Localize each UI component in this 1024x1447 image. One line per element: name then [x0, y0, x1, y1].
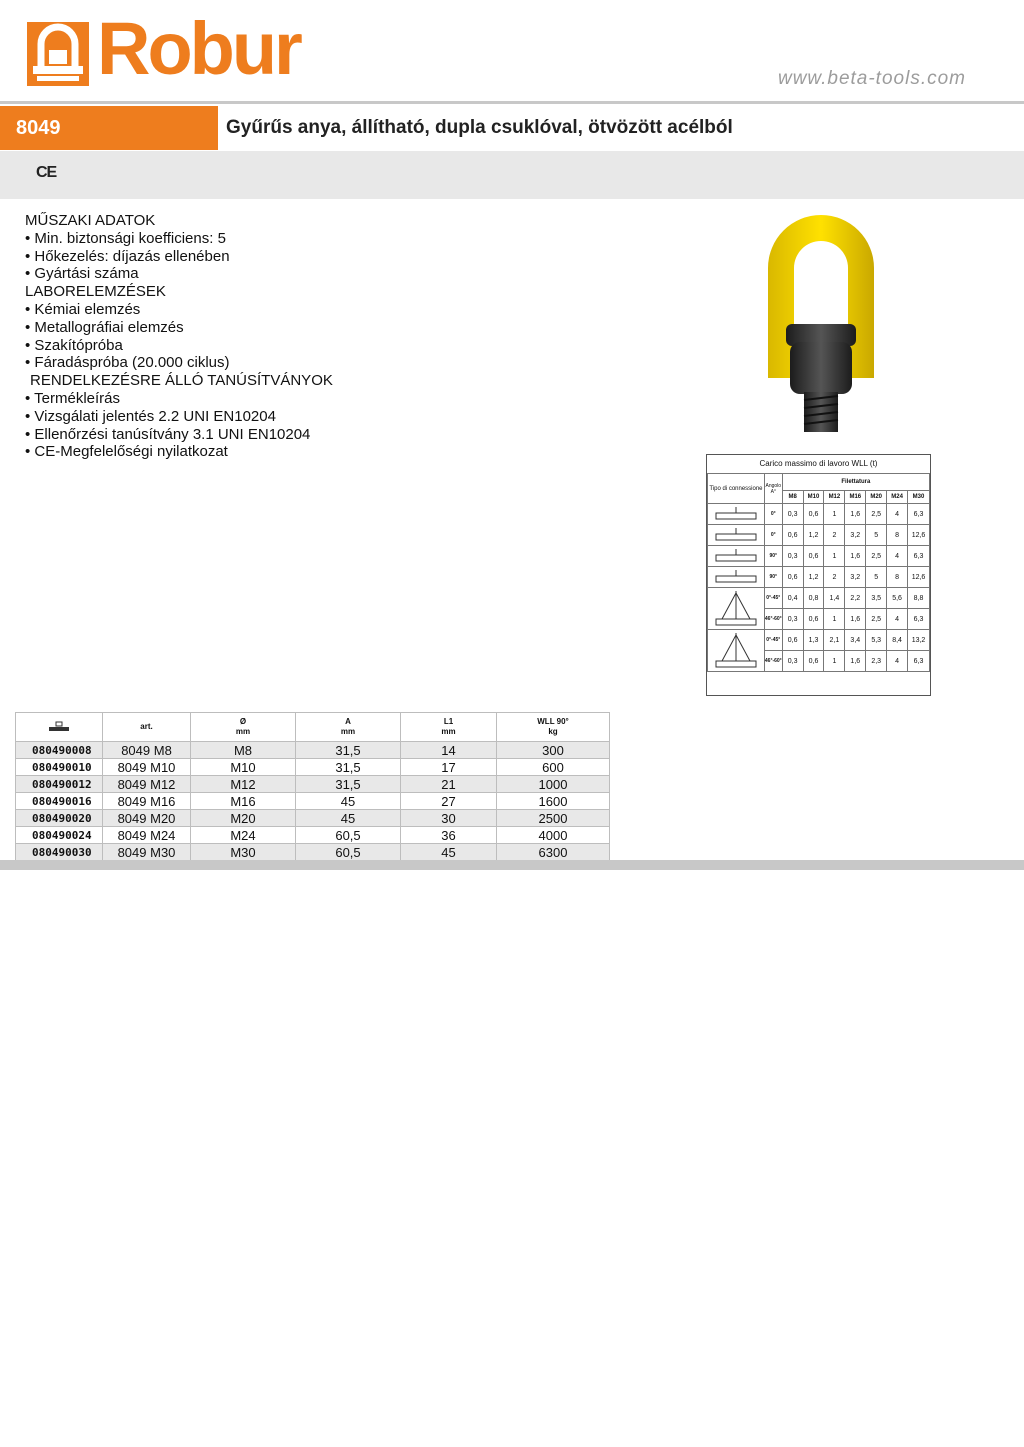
- header-divider: [0, 101, 1024, 104]
- table-cell: 8049 M30: [103, 844, 191, 861]
- single-vertical-connection-icon: [708, 504, 765, 525]
- wll-value: 0,6: [782, 567, 803, 588]
- table-cell: 14: [401, 742, 497, 759]
- wll-angle: 0°-45°: [764, 588, 782, 609]
- table-cell: M12: [191, 776, 296, 793]
- table-cell: 45: [296, 793, 401, 810]
- table-cell: 8049 M12: [103, 776, 191, 793]
- wll-row: [708, 630, 930, 651]
- wll-value: 2,3: [866, 651, 887, 672]
- wll-row: [708, 588, 930, 609]
- article-code-cell: 080490024: [16, 827, 103, 844]
- spec-line: MŰSZAKI ADATOK: [25, 212, 156, 229]
- table-cell: 8049 M16: [103, 793, 191, 810]
- wll-row: [708, 567, 930, 588]
- website-link[interactable]: www.beta-tools.com: [777, 68, 966, 89]
- table-cell: M8: [191, 742, 296, 759]
- certification-band: [0, 151, 1024, 199]
- article-code-cell: 080490016: [16, 793, 103, 810]
- spec-line: LABORELEMZÉSEK: [25, 283, 166, 301]
- robur-logo: [27, 7, 337, 90]
- double-vertical-connection-icon: [708, 525, 765, 546]
- wll-value: 6,3: [908, 546, 930, 567]
- wll-value: 8: [887, 567, 908, 588]
- spec-line: • Min. biztonsági koefficiens: 5: [25, 229, 226, 247]
- wll-value: 1,6: [845, 651, 866, 672]
- wll-value: 1,6: [845, 546, 866, 567]
- table-cell: 6300: [497, 844, 610, 861]
- product-code: 8049: [0, 106, 218, 150]
- wll-value: 1,4: [824, 588, 845, 609]
- wll-value: 12,6: [908, 525, 930, 546]
- four-leg-connection-icon: [708, 630, 765, 672]
- wll-column-header: WLL 90° kg: [497, 713, 610, 742]
- wll-value: 1,6: [845, 504, 866, 525]
- wll-value: 1,3: [803, 630, 824, 651]
- title-bar: [0, 106, 1024, 151]
- diameter-column-header: Ø mm: [191, 713, 296, 742]
- spec-line: • Metallográfiai elemzés: [25, 318, 184, 336]
- table-cell: M10: [191, 759, 296, 776]
- wll-value: 1: [824, 504, 845, 525]
- footer-divider: [0, 860, 1024, 870]
- table-cell: 45: [401, 844, 497, 861]
- robur-logo-mark: [27, 22, 89, 86]
- wll-value: 1: [824, 609, 845, 630]
- table-row: [16, 759, 610, 776]
- wll-value: 2,2: [845, 588, 866, 609]
- spec-line: • CE-Megfelelőségi nyilatkozat: [25, 443, 228, 461]
- wll-angle: 0°: [764, 504, 782, 525]
- l1-column-header: L1 mm: [401, 713, 497, 742]
- table-row: [16, 742, 610, 759]
- wll-row: [708, 525, 930, 546]
- table-cell: M24: [191, 827, 296, 844]
- spec-line: • Termékleírás: [25, 389, 121, 407]
- wll-value: 4: [887, 609, 908, 630]
- table-cell: 36: [401, 827, 497, 844]
- angle-header: Angolo A°: [764, 474, 782, 504]
- two-leg-connection-icon: [708, 588, 765, 630]
- spec-line: • Hőkezelés: díjazás ellenében: [25, 247, 230, 265]
- table-row: [16, 793, 610, 810]
- conn-type-header: Tipo di connessione: [708, 474, 765, 504]
- table-cell: 45: [296, 810, 401, 827]
- wll-value: 3,4: [845, 630, 866, 651]
- wll-value: 4: [887, 504, 908, 525]
- article-code-cell: 080490020: [16, 810, 103, 827]
- wll-value: 1,6: [845, 609, 866, 630]
- wll-value: 4: [887, 546, 908, 567]
- wll-value: 0,3: [782, 504, 803, 525]
- wll-value: 12,6: [908, 567, 930, 588]
- article-code-cell: 080490008: [16, 742, 103, 759]
- wll-angle: 46°-60°: [764, 609, 782, 630]
- wll-value: 5,6: [887, 588, 908, 609]
- wll-angle: 0°-45°: [764, 630, 782, 651]
- wll-angle: 90°: [764, 567, 782, 588]
- table-cell: 600: [497, 759, 610, 776]
- article-code-cell: 080490030: [16, 844, 103, 861]
- wll-angle: 90°: [764, 546, 782, 567]
- table-cell: 31,5: [296, 759, 401, 776]
- wll-value: 0,6: [803, 651, 824, 672]
- thread-col: M12: [824, 491, 845, 504]
- thread-col: M8: [782, 491, 803, 504]
- wll-value: 1,2: [803, 567, 824, 588]
- table-row: [16, 810, 610, 827]
- wll-value: 8,4: [887, 630, 908, 651]
- wll-value: 5: [866, 567, 887, 588]
- wll-angle: 46°-60°: [764, 651, 782, 672]
- spec-line: • Fáradáspróba (20.000 ciklus): [25, 354, 230, 372]
- thread-col: M24: [887, 491, 908, 504]
- table-cell: 8049 M24: [103, 827, 191, 844]
- wll-value: 0,3: [782, 546, 803, 567]
- wll-value: 2,1: [824, 630, 845, 651]
- wll-value: 8: [887, 525, 908, 546]
- wll-value: 2,5: [866, 609, 887, 630]
- table-cell: 27: [401, 793, 497, 810]
- table-cell: 8049 M10: [103, 759, 191, 776]
- table-cell: M20: [191, 810, 296, 827]
- table-cell: 60,5: [296, 827, 401, 844]
- eyebolt-product-image: [756, 208, 886, 438]
- thread-col: M10: [803, 491, 824, 504]
- wll-value: 0,3: [782, 609, 803, 630]
- wll-value: 0,6: [803, 609, 824, 630]
- wll-value: 6,3: [908, 651, 930, 672]
- spec-line: RENDELKEZÉSRE ÁLLÓ TANÚSÍTVÁNYOK: [30, 372, 333, 390]
- wll-value: 13,2: [908, 630, 930, 651]
- product-title: Gyűrűs anya, állítható, dupla csuklóval, ötvözött acélból: [226, 117, 733, 138]
- table-cell: 300: [497, 742, 610, 759]
- wll-value: 0,6: [803, 546, 824, 567]
- thread-col: M30: [908, 491, 930, 504]
- table-cell: 31,5: [296, 742, 401, 759]
- spec-line: • Ellenőrzési tanúsítvány 3.1 UNI EN10204: [25, 425, 311, 443]
- single-side-connection-icon: [708, 546, 765, 567]
- wll-value: 0,3: [782, 651, 803, 672]
- ce-mark-icon: CE: [36, 164, 57, 181]
- wll-row: [708, 504, 930, 525]
- table-cell: 4000: [497, 827, 610, 844]
- wll-value: 6,3: [908, 504, 930, 525]
- wll-value: 1,2: [803, 525, 824, 546]
- wll-value: 0,6: [803, 504, 824, 525]
- brand-name: Robur: [97, 7, 300, 90]
- table-cell: M16: [191, 793, 296, 810]
- wll-value: 0,4: [782, 588, 803, 609]
- thread-col: M20: [866, 491, 887, 504]
- wll-value: 6,3: [908, 609, 930, 630]
- table-cell: 60,5: [296, 844, 401, 861]
- art-column-header: art.: [103, 713, 191, 742]
- table-cell: 1000: [497, 776, 610, 793]
- wll-value: 2,5: [866, 504, 887, 525]
- wll-value: 1: [824, 651, 845, 672]
- wll-value: 8,8: [908, 588, 930, 609]
- wll-value: 0,8: [803, 588, 824, 609]
- wll-grid: [707, 473, 930, 672]
- wll-value: 3,2: [845, 567, 866, 588]
- spec-line: • Gyártási száma: [25, 265, 139, 283]
- table-row: [16, 776, 610, 793]
- table-cell: 8049 M8: [103, 742, 191, 759]
- thread-header: Filettatura: [782, 474, 929, 491]
- wll-value: 2: [824, 525, 845, 546]
- spec-line: • Kémiai elemzés: [25, 300, 141, 318]
- wll-value: 5: [866, 525, 887, 546]
- wll-value: 1: [824, 546, 845, 567]
- wll-value: 2: [824, 567, 845, 588]
- table-cell: 8049 M20: [103, 810, 191, 827]
- thread-col: M16: [845, 491, 866, 504]
- table-cell: 1600: [497, 793, 610, 810]
- wll-value: 3,2: [845, 525, 866, 546]
- article-table: [15, 712, 610, 861]
- wll-value: 3,5: [866, 588, 887, 609]
- table-cell: 30: [401, 810, 497, 827]
- double-side-connection-icon: [708, 567, 765, 588]
- code-column-header: [16, 713, 103, 742]
- table-cell: 21: [401, 776, 497, 793]
- article-code-cell: 080490012: [16, 776, 103, 793]
- article-code-cell: 080490010: [16, 759, 103, 776]
- wll-value: 2,5: [866, 546, 887, 567]
- table-cell: 17: [401, 759, 497, 776]
- technical-specs: [25, 212, 333, 461]
- table-row: [16, 844, 610, 861]
- spec-line: • Szakítópróba: [25, 336, 123, 354]
- wll-value: 4: [887, 651, 908, 672]
- table-cell: 31,5: [296, 776, 401, 793]
- wll-load-table: [706, 454, 931, 696]
- wll-angle: 0°: [764, 525, 782, 546]
- a-column-header: A mm: [296, 713, 401, 742]
- table-cell: 2500: [497, 810, 610, 827]
- wll-row: [708, 546, 930, 567]
- table-cell: M30: [191, 844, 296, 861]
- barcode-icon: [48, 724, 70, 733]
- spec-line: • Vizsgálati jelentés 2.2 UNI EN10204: [25, 407, 276, 425]
- table-row: [16, 827, 610, 844]
- wll-value: 0,6: [782, 525, 803, 546]
- wll-value: 5,3: [866, 630, 887, 651]
- wll-table-title: Carico massimo di lavoro WLL (t): [707, 455, 930, 474]
- wll-value: 0,6: [782, 630, 803, 651]
